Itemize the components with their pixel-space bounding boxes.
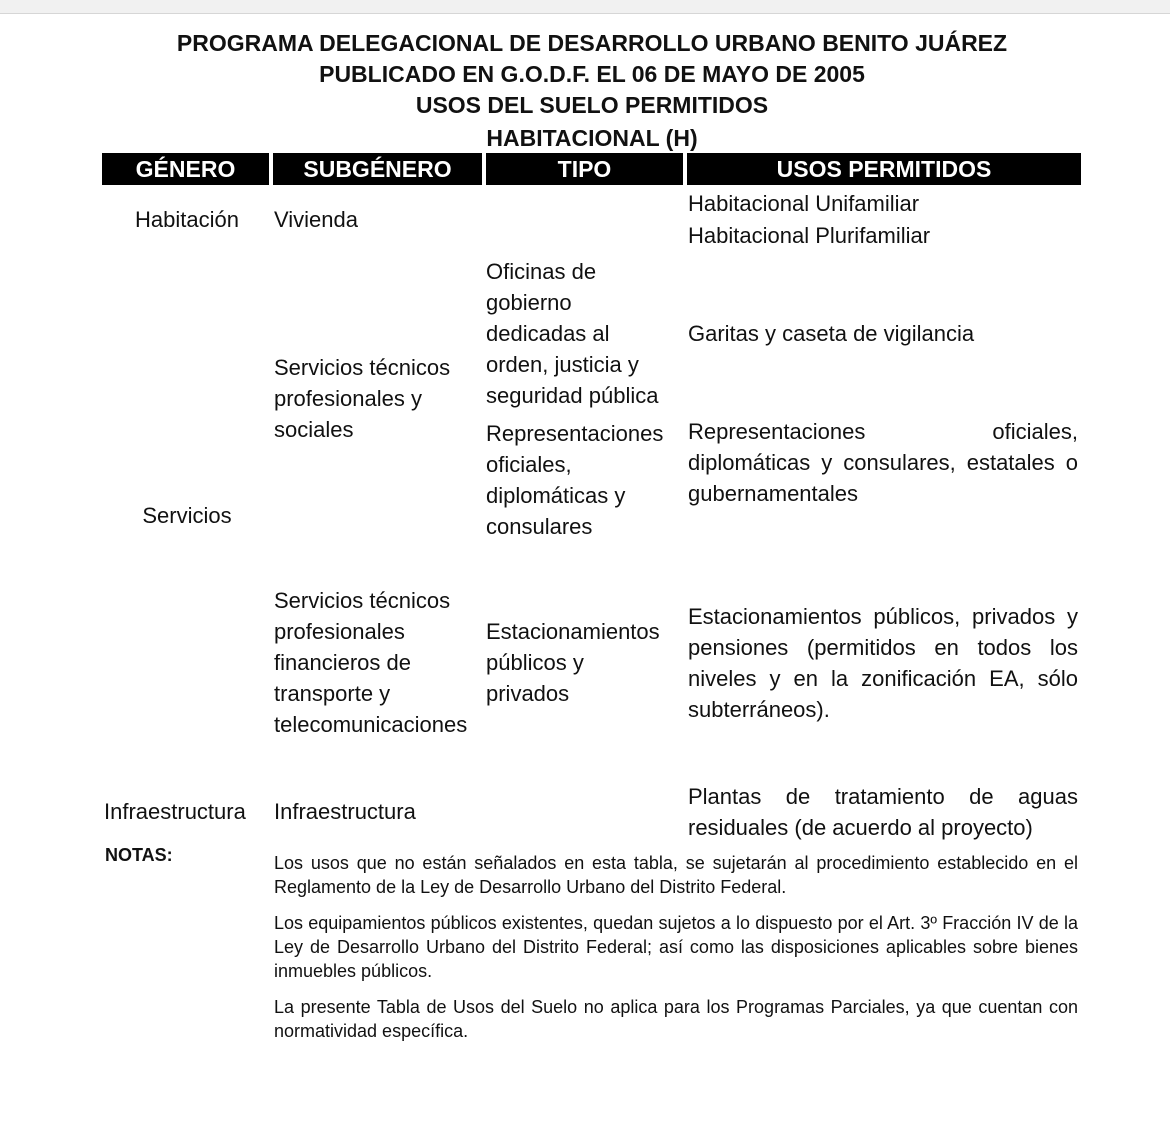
- text-line: Representaciones: [486, 421, 664, 446]
- tipo-estacionamientos: [486, 616, 660, 709]
- text-line: financieros de: [274, 650, 411, 675]
- uso-representaciones: Representaciones oficiales, diplomáticas y consulares, estatales o gubernamentales: [688, 419, 1078, 506]
- text-line: Oficinas de: [486, 259, 597, 284]
- text-line: profesionales y: [274, 386, 422, 411]
- subgenero-vivienda: Vivienda: [274, 207, 358, 232]
- text-line: telecomunicaciones: [274, 712, 468, 737]
- tipo-oficinas-gobierno: [486, 256, 658, 411]
- uso-plantas-tratamiento: Plantas de tratamiento de aguas residuales (de acuerdo al proyecto): [688, 784, 1078, 840]
- subgenero-infraestructura: Infraestructura: [274, 799, 416, 824]
- text-line: orden, justicia y: [486, 352, 639, 377]
- doc-title-line-2: PUBLICADO EN G.O.D.F. EL 06 DE MAYO DE 2005: [319, 61, 865, 87]
- subgenero-servicios-sociales: [274, 352, 450, 445]
- uso-garitas: Garitas y caseta de vigilancia: [688, 321, 975, 346]
- text-line: oficiales,: [486, 452, 572, 477]
- column-header-tipo: TIPO: [486, 153, 683, 185]
- text-line: transporte y: [274, 681, 391, 706]
- text-line: sociales: [274, 417, 354, 442]
- uso-estacionamientos: Estacionamientos públicos, privados y pensiones (permitidos en todos los niveles y en la zonificación EA, sólo subterráneos).: [688, 604, 1078, 722]
- viewer-top-bar: [0, 0, 1170, 14]
- uso-habitacional-unifamiliar: Habitacional Unifamiliar: [688, 191, 920, 216]
- notes-label: NOTAS:: [105, 845, 173, 865]
- text-line: públicos y: [486, 650, 584, 675]
- genero-infraestructura: Infraestructura: [104, 799, 246, 824]
- text-line: consulares: [486, 514, 593, 539]
- doc-title-line-1: PROGRAMA DELEGACIONAL DE DESARROLLO URBANO BENITO JUÁREZ: [176, 30, 1008, 56]
- text-line: Servicios técnicos: [274, 355, 451, 380]
- subgenero-servicios-transporte: [274, 585, 467, 740]
- note-2: Los equipamientos públicos existentes, quedan sujetos a lo dispuesto por el Art. 3º Fracción IV de la Ley de Desarrollo Urbano del Distrito Federal; así como las disposiciones aplicables sobre bienes inmuebles públicos.: [274, 913, 1078, 981]
- note-3: La presente Tabla de Usos del Suelo no aplica para los Programas Parciales, ya que cuentan con normatividad específica.: [274, 997, 1078, 1041]
- uso-habitacional-plurifamiliar: Habitacional Plurifamiliar: [688, 223, 931, 248]
- text-line: dedicadas al: [486, 321, 610, 346]
- text-line: seguridad pública: [486, 383, 659, 408]
- column-header-subgenero: SUBGÉNERO: [273, 153, 482, 185]
- text-line: gobierno: [486, 290, 572, 315]
- text-line: diplomáticas y: [486, 483, 626, 508]
- column-header-genero: GÉNERO: [102, 153, 269, 185]
- tipo-representaciones: [486, 418, 663, 542]
- genero-servicios: Servicios: [142, 503, 232, 528]
- note-1: Los usos que no están señalados en esta tabla, se sujetarán al procedimiento establecido en el Reglamento de la Ley de Desarrollo Urbano del Distrito Federal.: [274, 853, 1078, 897]
- doc-title-line-3: USOS DEL SUELO PERMITIDOS: [415, 92, 769, 118]
- text-line: Estacionamientos: [486, 619, 660, 644]
- text-line: Servicios técnicos: [274, 588, 451, 613]
- text-line: profesionales: [274, 619, 405, 644]
- column-header-usos: USOS PERMITIDOS: [687, 153, 1081, 185]
- genero-habitacion: Habitación: [135, 207, 239, 232]
- text-line: privados: [486, 681, 570, 706]
- doc-title-line-4: HABITACIONAL (H): [486, 125, 698, 151]
